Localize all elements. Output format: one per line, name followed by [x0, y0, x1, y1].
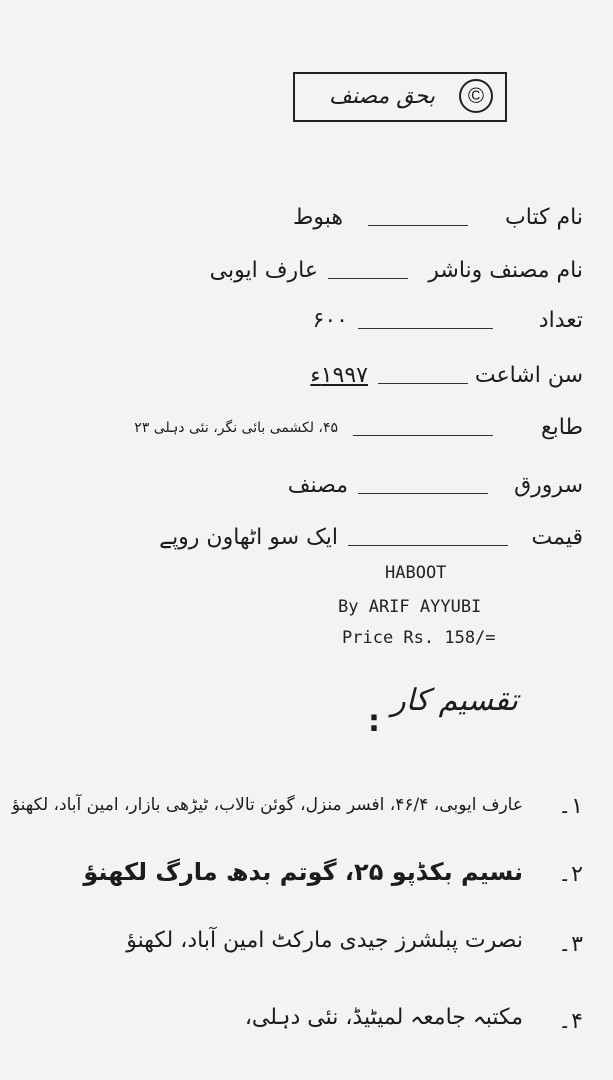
- distributor-number: ۴۔: [558, 1009, 583, 1034]
- detail-value: ۶۰۰: [312, 308, 348, 333]
- english-title: HABOOT: [385, 563, 447, 583]
- distribution-colon: :: [368, 704, 380, 739]
- english-author: By ARIF AYYUBI: [338, 597, 482, 617]
- detail-label: نام کتاب: [505, 205, 583, 230]
- detail-row-cover: [143, 473, 583, 507]
- dash-line: [378, 383, 468, 384]
- detail-label: قیمت: [531, 525, 583, 550]
- detail-value: ۱۹۹۷ء: [310, 363, 368, 388]
- distributor-number: ۲۔: [558, 862, 583, 887]
- distributor-item: [23, 1005, 583, 1045]
- detail-value: عارف ایوبی: [209, 258, 318, 283]
- detail-label: تعداد: [538, 308, 583, 333]
- distribution-heading: تقسیم کار: [391, 683, 518, 718]
- detail-row-printer: [134, 415, 583, 449]
- distributor-item: [23, 928, 583, 968]
- distributor-item: [23, 858, 583, 898]
- dash-line: [328, 278, 408, 279]
- detail-row-book-name: [143, 205, 583, 239]
- dash-line: [353, 435, 493, 436]
- distributor-address: عارف ایوبی، ۴۶/۴، افسر منزل، گوئن تالاب، ٹیڑھی بازار، امین آباد، لکھنؤ: [11, 795, 523, 815]
- distributor-address: مکتبہ جامعہ لمیٹیڈ، نئی دہلی،: [244, 1005, 523, 1030]
- copyright-text: بحق مصنف: [329, 84, 435, 109]
- copyright-notice: [293, 72, 507, 122]
- distributor-item: [11, 790, 583, 830]
- dash-line: [358, 328, 493, 329]
- distributor-number: ۱۔: [558, 794, 583, 819]
- dash-line: [348, 545, 508, 546]
- detail-value: مصنف: [287, 473, 348, 498]
- detail-row-author-publisher: [143, 258, 583, 292]
- detail-row-price: [143, 525, 583, 559]
- copyright-icon: ©: [459, 79, 493, 113]
- detail-value: ایک سو اٹھاون روپے: [159, 525, 338, 550]
- english-price: Price Rs. 158/=: [342, 628, 496, 648]
- detail-label: نام مصنف وناشر: [428, 258, 583, 283]
- distributor-address: نصرت پبلشرز جیدی مارکٹ امین آباد، لکھنؤ: [126, 928, 523, 953]
- detail-value: ۴۵، لکشمی بائی نگر، نئی دہلی ۲۳: [134, 420, 338, 436]
- detail-label: سن اشاعت: [474, 363, 583, 388]
- distributor-address: نسیم بکڈپو ۲۵، گوتم بدھ مارگ لکھنؤ: [83, 858, 523, 886]
- distributor-number: ۳۔: [558, 932, 583, 957]
- detail-value: ھبوط: [293, 205, 343, 230]
- detail-label: طابع: [540, 415, 583, 440]
- dash-line: [368, 225, 468, 226]
- detail-label: سرورق: [514, 473, 583, 498]
- dash-line: [358, 493, 488, 494]
- detail-row-publication-year: [143, 363, 583, 397]
- detail-row-quantity: [143, 308, 583, 342]
